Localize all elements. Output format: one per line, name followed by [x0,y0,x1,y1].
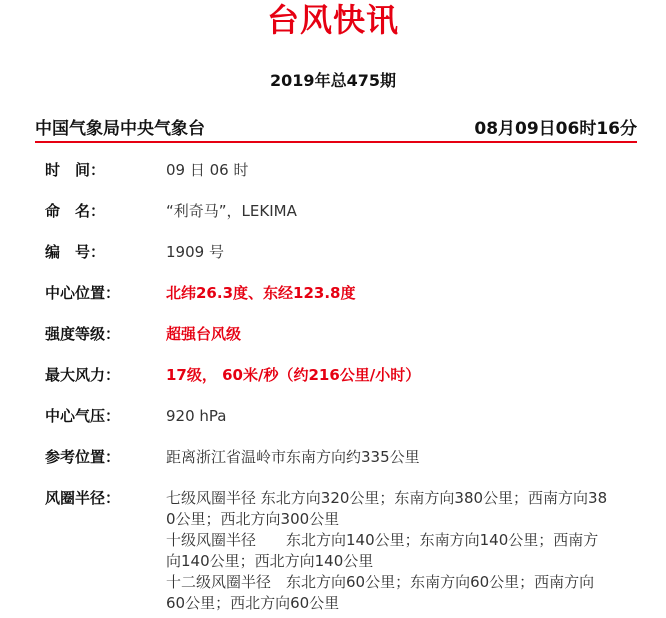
max-wind-label: 最大风力： [45,366,121,384]
wind-radius-line: 十二级风圈半径 东北方向60公里；东南方向60公里；西南方向 [166,573,595,591]
row-intensity [45,324,635,365]
typhoon-info-table [45,160,635,614]
issue-number: 2019年总475期 [270,71,396,90]
issue-datetime: 08月09日06时16分 [474,118,637,139]
wind-radius-line: 七级风圈半径 东北方向320公里；东南方向380公里；西南方向38 [166,489,608,507]
time-value: 09 日 06 时 [166,161,249,179]
row-wind-radius [45,488,635,614]
row-pressure [45,406,635,447]
row-reference-position [45,447,635,488]
time-label: 时 间： [45,161,106,179]
intensity-label: 强度等级： [45,325,121,343]
bulletin-title: 台风快讯 [266,1,399,39]
pressure-value: 920 hPa [166,407,227,425]
bulletin-header [35,112,637,140]
wind-radius-label: 风圈半径： [45,489,121,507]
number-label: 编 号： [45,243,106,261]
intensity-value: 超强台风级 [166,325,242,343]
pressure-label: 中心气压： [45,407,121,425]
wind-radius-line: 0公里；西北方向300公里 [166,510,340,528]
row-center-position [45,283,635,324]
name-value: “利奇马”，LEKIMA [166,202,297,220]
reference-position-value: 距离浙江省温岭市东南方向约335公里 [166,448,420,466]
row-name [45,201,635,242]
row-max-wind [45,365,635,406]
wind-radius-value [166,488,635,614]
wind-radius-line: 十级风圈半径 东北方向140公里；东南方向140公里；西南方 [166,531,599,549]
center-position-label: 中心位置： [45,284,121,302]
row-number [45,242,635,283]
wind-radius-line: 60公里；西北方向60公里 [166,594,340,612]
number-value: 1909 号 [166,243,224,261]
max-wind-value: 17级， 60米/秒（约216公里/小时） [166,366,421,384]
row-time [45,160,635,201]
issuing-organization: 中国气象局中央气象台 [35,118,205,139]
header-divider [35,141,637,143]
center-position-value: 北纬26.3度、东经123.8度 [166,284,356,302]
wind-radius-line: 向140公里；西北方向140公里 [166,552,374,570]
name-label: 命 名： [45,202,106,220]
reference-position-label: 参考位置： [45,448,121,466]
